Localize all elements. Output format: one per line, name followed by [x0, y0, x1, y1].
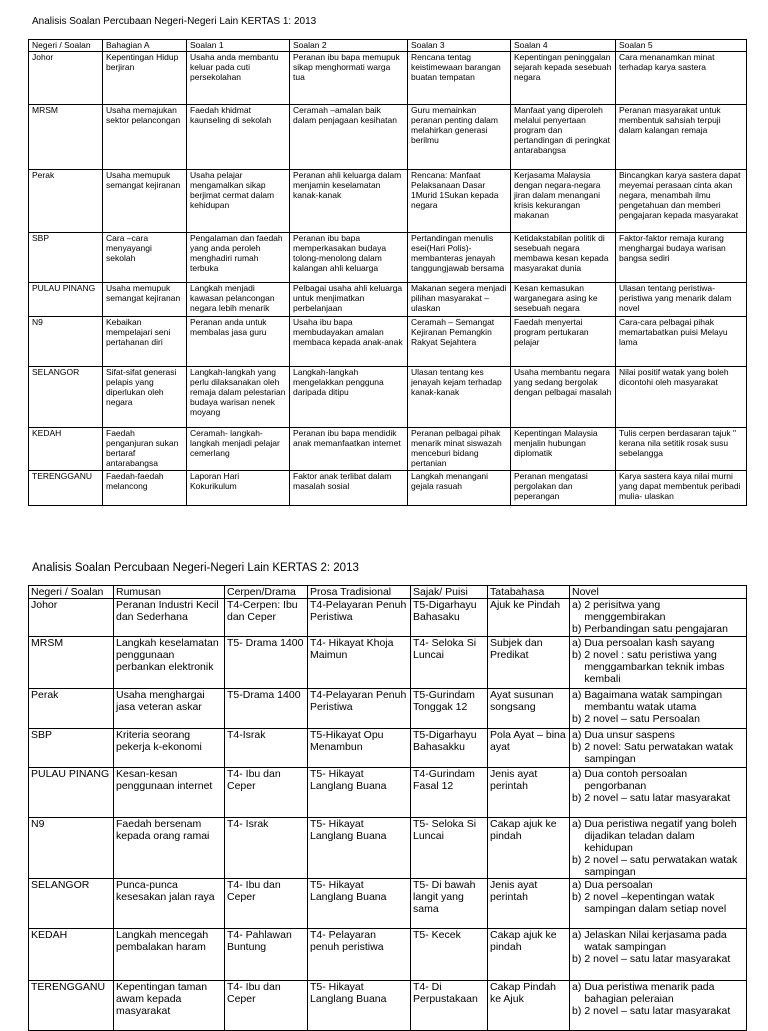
kertas1-cell: Pengalaman dan faedah yang anda peroleh menghadiri rumah terbuka [187, 233, 290, 283]
kertas1-cell: Faedah penganjuran sukan bertaraf antarabangsa [103, 428, 187, 471]
novel-item-marker: a) [572, 689, 582, 701]
kertas1-cell: Peranan anda untuk membalas jasa guru [187, 317, 290, 367]
novel-list-item [572, 649, 744, 685]
kertas2-cerpen-cell: T4-Cerpen: Ibu dan Ceper [225, 599, 308, 637]
kertas2-rumusan-cell: Punca-punca kesesakan jalan raya [114, 879, 225, 929]
kertas2-novel-cell [570, 729, 747, 768]
kertas1-cell: Peranan ahli keluarga dalam menjamin keselamatan kanak-kanak [290, 170, 408, 233]
kertas2-rumusan-cell: Peranan Industri Kecil dan Sederhana [114, 599, 225, 637]
kertas2-header-cell: Tatabahasa [488, 586, 570, 599]
kertas1-cell: Ulasan tentang peristiwa-peristiwa yang menarik dalam novel [616, 283, 747, 317]
kertas2-row [29, 768, 747, 818]
kertas2-header-cell: Cerpen/Drama [225, 586, 308, 599]
kertas2-tatabahasa-cell: Cakap Pindah ke Ajuk [488, 981, 570, 1031]
kertas1-cell: Usaha anda membantu keluar pada cuti persekolahan [187, 52, 290, 105]
kertas2-cerpen-cell: T4-Israk [225, 729, 308, 768]
kertas2-tatabahasa-cell: Jenis ayat perintah [488, 768, 570, 818]
kertas2-row [29, 599, 747, 637]
kertas2-header-cell: Prosa Tradisional [308, 586, 411, 599]
kertas2-prosa-cell: T4-Pelayaran Penuh Peristiwa [308, 689, 411, 729]
kertas1-cell: Usaha memupuk semangat kejiranan [103, 170, 187, 233]
kertas2-rumusan-cell: Langkah mencegah pembalakan haram [114, 929, 225, 981]
kertas2-tatabahasa-cell: Ajuk ke Pindah [488, 599, 570, 637]
novel-item-marker: b) [572, 649, 582, 661]
kertas1-cell: Kerjasama Malaysia dengan negara-negara jiran dalam menangani krisis kekurangan makanan [511, 170, 616, 233]
kertas2-novel-cell [570, 637, 747, 689]
kertas1-table [28, 39, 747, 506]
kertas2-novel-cell [570, 768, 747, 818]
kertas1-title: Analisis Soalan Percubaan Negeri-Negeri Lain KERTAS 1: 2013 [32, 16, 317, 27]
novel-item-text: Dua contoh persoalan pengorbanan [584, 768, 688, 792]
kertas2-tatabahasa-cell: Ayat susunan songsang [488, 689, 570, 729]
kertas2-row [29, 637, 747, 689]
kertas1-cell: Kepentingan peninggalan sejarah kepada sesebuah negara [511, 52, 616, 105]
kertas1-negeri-cell: SBP [29, 233, 103, 283]
kertas1-row [29, 233, 747, 283]
kertas1-cell: Peranan pelbagai pihak menarik minat siswazah menceburi bidang pertanian [408, 428, 511, 471]
kertas1-negeri-cell: MRSM [29, 105, 103, 170]
novel-list [572, 768, 744, 804]
novel-item-text: 2 novel : satu peristiwa yang menggambarkan teknik imbas kembali [584, 649, 725, 685]
kertas1-header-cell: Soalan 2 [290, 40, 408, 52]
novel-item-marker: b) [572, 713, 582, 725]
kertas2-sajak-cell: T5-Digarhayu Bahasaku [411, 599, 488, 637]
kertas1-cell: Usaha membantu negara yang sedang bergolak dengan pelbagai masalah [511, 367, 616, 428]
novel-item-text: Bagaimana watak sampingan membantu watak utama [584, 689, 723, 713]
novel-list-item [572, 953, 744, 965]
kertas2-row [29, 729, 747, 768]
kertas2-sajak-cell: T5- Di bawah langit yang sama [411, 879, 488, 929]
kertas2-novel-cell [570, 929, 747, 981]
novel-item-text: 2 perisitwa yang menggembirakan [584, 599, 666, 623]
kertas2-cerpen-cell: T4- Pahlawan Buntung [225, 929, 308, 981]
kertas1-cell: Makanan segera menjadi pilihan masyarakat – ulaskan [408, 283, 511, 317]
kertas2-row [29, 981, 747, 1031]
novel-item-text: Dua unsur saspens [584, 729, 675, 741]
kertas1-header-cell: Bahagian A [103, 40, 187, 52]
novel-item-text: Perbandingan satu pengajaran [584, 623, 728, 635]
kertas1-row [29, 105, 747, 170]
kertas1-cell: Langkah menjadi kawasan pelancongan negara lebih menarik [187, 283, 290, 317]
kertas2-cerpen-cell: T4- Ibu dan Ceper [225, 879, 308, 929]
novel-item-text: Dua persoalan kash sayang [584, 637, 715, 649]
kertas2-header-row [29, 586, 747, 599]
kertas2-prosa-cell: T5- Hikayat Langlang Buana [308, 879, 411, 929]
kertas1-cell: Tulis cerpen berdasaran tajuk " kerana nila setitik rosak susu sebelangga [616, 428, 747, 471]
novel-item-marker: a) [572, 981, 582, 993]
kertas1-cell: Langkah-langkah mengelakkan pengguna daripada ditipu [290, 367, 408, 428]
kertas1-cell: Pertandingan menulis esei(Hari Polis)- membanteras jenayah tanggungjawab bersama [408, 233, 511, 283]
kertas2-tatabahasa-cell: Cakap ajuk ke pindah [488, 818, 570, 879]
kertas1-cell: Faedah-faedah melancong [103, 471, 187, 506]
kertas2-header-cell: Rumusan [114, 586, 225, 599]
novel-item-text: 2 novel – satu Persoalan [584, 713, 700, 725]
novel-item-text: Jelaskan Nilai kerjasama pada watak sampingan [584, 929, 727, 953]
kertas2-negeri-cell: KEDAH [29, 929, 114, 981]
kertas2-sajak-cell: T5-Gurindam Tonggak 12 [411, 689, 488, 729]
kertas2-sajak-cell: T5- Kecek [411, 929, 488, 981]
kertas1-cell: Kebaikan mempelajari seni pertahanan diri [103, 317, 187, 367]
novel-item-marker: b) [572, 741, 582, 753]
novel-list-item [572, 879, 744, 891]
kertas2-cerpen-cell: T5- Drama 1400 [225, 637, 308, 689]
novel-list [572, 637, 744, 685]
kertas2-novel-cell [570, 879, 747, 929]
novel-list [572, 689, 744, 725]
novel-list-item [572, 741, 744, 765]
kertas2-cerpen-cell: T4- Ibu dan Ceper [225, 981, 308, 1031]
kertas1-cell: Nilai positif watak yang boleh dicontohi oleh masyarakat [616, 367, 747, 428]
kertas1-header-cell: Soalan 5 [616, 40, 747, 52]
novel-item-text: 2 novel: Satu perwatakan watak sampingan [584, 741, 734, 765]
kertas1-row [29, 367, 747, 428]
novel-item-marker: b) [572, 854, 582, 866]
kertas1-header-cell: Soalan 4 [511, 40, 616, 52]
kertas1-cell: Ceramah- langkah-langkah menjadi pelajar cemerlang [187, 428, 290, 471]
kertas2-tatabahasa-cell: Cakap ajuk ke pindah [488, 929, 570, 981]
kertas1-cell: Ulasan tentang kes jenayah kejam terhadap kanak-kanak [408, 367, 511, 428]
novel-item-marker: a) [572, 929, 582, 941]
kertas1-negeri-cell: SELANGOR [29, 367, 103, 428]
kertas2-cerpen-cell: T5-Drama 1400 [225, 689, 308, 729]
kertas1-negeri-cell: N9 [29, 317, 103, 367]
kertas2-header-cell: Novel [570, 586, 747, 599]
kertas2-header-cell: Negeri / Soalan [29, 586, 114, 599]
kertas2-negeri-cell: SBP [29, 729, 114, 768]
kertas1-cell: Rencana tentag keistimewaan barangan buatan tempatan [408, 52, 511, 105]
kertas2-rumusan-cell: Kriteria seorang pekerja k-ekonomi [114, 729, 225, 768]
novel-list-item [572, 599, 744, 623]
novel-item-marker: b) [572, 623, 582, 635]
novel-item-marker: b) [572, 953, 582, 965]
novel-item-text: 2 novel – satu perwatakan watak sampingan [584, 854, 738, 878]
kertas1-cell: Cara-cara pelbagai pihak memartabatkan puisi Melayu lama [616, 317, 747, 367]
novel-item-marker: b) [572, 891, 582, 903]
kertas1-cell: Peranan mengatasi pergolakan dan peperangan [511, 471, 616, 506]
kertas2-cerpen-cell: T4- Israk [225, 818, 308, 879]
kertas1-cell: Manfaat yang diperoleh melalui penyertaan program dan pertandingan di peringkat antarabangsa [511, 105, 616, 170]
kertas1-row [29, 52, 747, 105]
kertas2-negeri-cell: Johor [29, 599, 114, 637]
kertas1-cell: Ceramah – Semangat Kejiranan Pemangkin Rakyat Sejahtera [408, 317, 511, 367]
kertas1-cell: Kesan kemasukan warganegara asing ke sesebuah negara [511, 283, 616, 317]
novel-list-item [572, 929, 744, 953]
kertas2-tatabahasa-cell: Subjek dan Predikat [488, 637, 570, 689]
novel-list-item [572, 768, 744, 792]
kertas2-tatabahasa-cell: Jenis ayat perintah [488, 879, 570, 929]
kertas1-header-cell: Soalan 3 [408, 40, 511, 52]
kertas1-row [29, 428, 747, 471]
kertas1-cell: Langkah-langkah yang perlu dilaksanakan oleh remaja dalam pelestarian budaya warisan nenek moyang [187, 367, 290, 428]
novel-list-item [572, 1005, 744, 1017]
kertas1-cell: Langkah menangani gejala rasuah [408, 471, 511, 506]
novel-list [572, 599, 744, 635]
kertas1-cell: Usaha memupuk semangat kejiranan [103, 283, 187, 317]
kertas1-cell: Ceramah –amalan baik dalam penjagaan kesihatan [290, 105, 408, 170]
kertas2-prosa-cell: T5- Hikayat Langlang Buana [308, 768, 411, 818]
kertas2-rumusan-cell: Langkah keselamatan penggunaan perbankan elektronik [114, 637, 225, 689]
kertas2-negeri-cell: PULAU PINANG [29, 768, 114, 818]
novel-list [572, 729, 744, 765]
kertas1-cell: Faktor-faktor remaja kurang menghargai budaya warisan bangsa sediri [616, 233, 747, 283]
kertas1-cell: Kepentingan Malaysia menjalin hubungan diplomatik [511, 428, 616, 471]
kertas1-negeri-cell: TERENGGANU [29, 471, 103, 506]
novel-list-item [572, 713, 744, 725]
novel-list-item [572, 637, 744, 649]
kertas2-title: Analisis Soalan Percubaan Negeri-Negeri Lain KERTAS 2: 2013 [32, 562, 359, 574]
novel-item-text: 2 novel – satu latar masyarakat [584, 1005, 731, 1017]
kertas1-cell: Faedah khidmat kaunseling di sekolah [187, 105, 290, 170]
kertas1-cell: Faedah menyertai program pertukaran pelajar [511, 317, 616, 367]
novel-item-marker: a) [572, 768, 582, 780]
kertas2-negeri-cell: MRSM [29, 637, 114, 689]
kertas2-sajak-cell: T4-Gurindam Fasal 12 [411, 768, 488, 818]
kertas1-cell: Usaha memajukan sektor pelancongan [103, 105, 187, 170]
kertas1-header-cell: Negeri / Soalan [29, 40, 103, 52]
novel-item-text: 2 novel – satu latar masyarakat [584, 792, 731, 804]
novel-list-item [572, 623, 744, 635]
kertas2-sajak-cell: T4- Di Perpustakaan [411, 981, 488, 1031]
novel-item-marker: a) [572, 729, 582, 741]
kertas2-prosa-cell: T5- Hikayat Langlang Buana [308, 818, 411, 879]
kertas2-negeri-cell: N9 [29, 818, 114, 879]
kertas2-sajak-cell: T4- Seloka Si Luncai [411, 637, 488, 689]
novel-item-marker: a) [572, 818, 582, 830]
kertas1-negeri-cell: Johor [29, 52, 103, 105]
novel-list [572, 818, 744, 878]
kertas2-rumusan-cell: Usaha menghargai jasa veteran askar [114, 689, 225, 729]
novel-list-item [572, 729, 744, 741]
kertas1-row [29, 170, 747, 233]
kertas1-cell: Sifat-sifat generasi pelapis yang diperlukan oleh negara [103, 367, 187, 428]
kertas2-table [28, 585, 747, 1031]
novel-item-text: 2 novel –kepentingan watak sampingan dalam setiap novel [584, 891, 727, 915]
kertas2-novel-cell [570, 981, 747, 1031]
kertas2-prosa-cell: T4-Pelayaran Penuh Peristiwa [308, 599, 411, 637]
kertas1-cell: Bincangkan karya sastera dapat meyemai perasaan cinta akan negara, menambah ilmu pengetahuan dan memberi pengajaran kepada masyarakat [616, 170, 747, 233]
kertas1-header-cell: Soalan 1 [187, 40, 290, 52]
kertas2-novel-cell [570, 599, 747, 637]
novel-list [572, 981, 744, 1017]
kertas1-cell: Laporan Hari Kokurikulum [187, 471, 290, 506]
kertas1-cell: Usaha ibu bapa membudayakan amalan membaca kepada anak-anak [290, 317, 408, 367]
kertas1-row [29, 471, 747, 506]
kertas1-cell: Peranan ibu bapa mendidik anak memanfaatkan internet [290, 428, 408, 471]
kertas2-rumusan-cell: Faedah bersenam kepada orang ramai [114, 818, 225, 879]
kertas2-prosa-cell: T5-Hikayat Opu Menambun [308, 729, 411, 768]
kertas1-cell: Karya sastera kaya nilai murni yang dapat membentuk peribadi mulia- ulaskan [616, 471, 747, 506]
novel-item-text: Dua persoalan [584, 879, 653, 891]
kertas2-novel-cell [570, 818, 747, 879]
kertas1-cell: Cara –cara menyayangi sekolah [103, 233, 187, 283]
kertas2-sajak-cell: T5- Seloka Si Luncai [411, 818, 488, 879]
kertas1-negeri-cell: KEDAH [29, 428, 103, 471]
novel-item-text: 2 novel – satu latar masyarakat [584, 953, 731, 965]
kertas1-row [29, 283, 747, 317]
kertas1-cell: Kepentingan Hidup berjiran [103, 52, 187, 105]
novel-list [572, 929, 744, 965]
kertas2-novel-cell [570, 689, 747, 729]
novel-list-item [572, 689, 744, 713]
novel-list-item [572, 981, 744, 1005]
kertas1-negeri-cell: Perak [29, 170, 103, 233]
novel-list-item [572, 818, 744, 854]
kertas2-header-cell: Sajak/ Puisi [411, 586, 488, 599]
novel-item-marker: a) [572, 599, 582, 611]
kertas2-prosa-cell: T4- Hikayat Khoja Maimun [308, 637, 411, 689]
kertas1-header-row [29, 40, 747, 52]
kertas2-negeri-cell: TERENGGANU [29, 981, 114, 1031]
novel-list-item [572, 792, 744, 804]
novel-list-item [572, 891, 744, 915]
novel-item-text: Dua peristiwa negatif yang boleh dijadikan teladan dalam kehidupan [584, 818, 737, 854]
kertas1-cell: Cara menanamkan minat terhadap karya sastera [616, 52, 747, 105]
kertas1-cell: Ketidakstabilan politik di sesebuah negara membawa kesan kepada masyarakat dunia [511, 233, 616, 283]
kertas2-negeri-cell: Perak [29, 689, 114, 729]
novel-item-marker: a) [572, 879, 582, 891]
kertas2-rumusan-cell: Kepentingan taman awam kepada masyarakat [114, 981, 225, 1031]
kertas1-cell: Usaha pelajar mengamalkan sikap berjimat cermat dalam kehidupan [187, 170, 290, 233]
kertas2-prosa-cell: T5- Hikayat Langlang Buana [308, 981, 411, 1031]
kertas2-row [29, 929, 747, 981]
novel-list-item [572, 854, 744, 878]
novel-item-marker: b) [572, 792, 582, 804]
kertas2-row [29, 689, 747, 729]
kertas1-cell: Faktor anak terlibat dalam masalah sosial [290, 471, 408, 506]
kertas1-cell: Rencana: Manfaat Pelaksanaan Dasar 1Murid 1Sukan kepada negara [408, 170, 511, 233]
novel-item-marker: b) [572, 1005, 582, 1017]
novel-item-text: Dua peristiwa menarik pada bahagian peleraian [584, 981, 715, 1005]
kertas1-cell: Peranan masyarakat untuk membentuk sahsiah terpuji dalam kalangan remaja [616, 105, 747, 170]
kertas2-rumusan-cell: Kesan-kesan penggunaan internet [114, 768, 225, 818]
kertas1-cell: Guru memainkan peranan penting dalam melahirkan generasi berilmu [408, 105, 511, 170]
kertas2-cerpen-cell: T4- Ibu dan Ceper [225, 768, 308, 818]
kertas1-cell: Peranan ibu bapa memupuk sikap menghormati warga tua [290, 52, 408, 105]
kertas1-cell: Pelbagai usaha ahli keluarga untuk menjimatkan perbelanjaan [290, 283, 408, 317]
kertas2-sajak-cell: T5-Digarhayu Bahasakku [411, 729, 488, 768]
novel-list [572, 879, 744, 915]
kertas1-row [29, 317, 747, 367]
kertas2-prosa-cell: T4- Pelayaran penuh peristiwa [308, 929, 411, 981]
kertas1-negeri-cell: PULAU PINANG [29, 283, 103, 317]
kertas2-tatabahasa-cell: Pola Ayat – bina ayat [488, 729, 570, 768]
kertas2-row [29, 879, 747, 929]
kertas2-negeri-cell: SELANGOR [29, 879, 114, 929]
novel-item-marker: a) [572, 637, 582, 649]
kertas2-row [29, 818, 747, 879]
kertas1-cell: Peranan ibu bapa memperkasakan budaya tolong-menolong dalam kalangan ahli keluarga [290, 233, 408, 283]
